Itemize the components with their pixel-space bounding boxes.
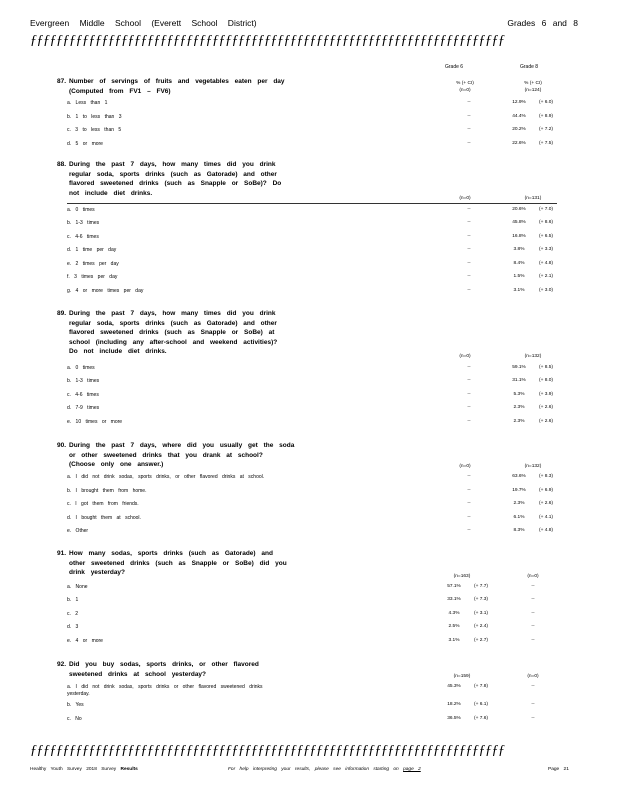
value-g8: 20.6% <box>512 207 526 212</box>
n-grade6: (n=0) <box>459 196 471 201</box>
option-label: a. 0 times <box>67 207 95 213</box>
option-label: c. 4-6 times <box>67 392 99 398</box>
option-label: a. I did not drink sodas, sports drinks or other flavored sweetened drinks <box>67 684 263 690</box>
ci-g8: (+ 8.6) <box>539 220 553 225</box>
value-g6: -- <box>467 234 471 239</box>
question-87 <box>57 77 337 96</box>
option-label: d. 3 <box>67 624 79 630</box>
value-g6: 36.5% <box>447 716 461 721</box>
ci-g8: (+ 8.0) <box>539 378 553 383</box>
ci-g8: (+ 2.6) <box>539 501 553 506</box>
option-label: c. 3 to less than 5 <box>67 127 122 133</box>
ci-g8: (+ 6.0) <box>539 100 553 105</box>
grades-label: Grades 6 and 8 <box>507 18 578 28</box>
question-text: During the past 7 days, how many times did you drink regular soda, sports drinks (such as Gatorade) and other flavored sweetened drinks (such as Snapple or SoBe) at school (including any after-school and weekend activities)? Do not include diet drinks. <box>69 310 278 355</box>
divider-line <box>67 203 557 204</box>
question-number: 87. <box>57 78 67 85</box>
value-g8: 20.2% <box>512 127 526 132</box>
question-text: Did you buy sodas, sports drinks, or other flavored sweetened drinks at school yesterday? <box>69 661 259 678</box>
value-g8: -- <box>531 716 535 721</box>
n-grade8: (n=0) <box>527 574 539 579</box>
question-89 <box>57 309 337 357</box>
option-label: b. 1-3 times <box>67 378 100 384</box>
footer-survey <box>30 767 138 772</box>
ci-g8: (+ 3.0) <box>539 288 553 293</box>
ci-g8: (+ 8.9) <box>539 114 553 119</box>
value-g8: 16.8% <box>512 234 526 239</box>
question-number: 91. <box>57 550 67 557</box>
n-grade6: (n=159) <box>453 674 471 679</box>
question-number: 90. <box>57 442 67 449</box>
value-g6: -- <box>467 261 471 266</box>
ci-g6: (+ 3.1) <box>474 611 488 616</box>
value-g8: 2.3% <box>513 419 525 424</box>
option-label: e. 4 or more <box>67 638 103 644</box>
n-grade8: (n=124) <box>524 88 542 93</box>
n-grade8: (n=0) <box>527 674 539 679</box>
page-number: Page 21 <box>548 767 569 772</box>
ci-g8: (+ 4.8) <box>539 261 553 266</box>
ci-g6: (+ 7.3) <box>474 597 488 602</box>
page-2-link[interactable]: page 2 <box>403 767 421 772</box>
value-g8: 45.8% <box>512 220 526 225</box>
option-label: d. 7-9 times <box>67 405 100 411</box>
footer-help <box>228 767 421 772</box>
value-g8: 3.1% <box>513 288 525 293</box>
value-g6: -- <box>467 207 471 212</box>
value-g8: 3.8% <box>513 247 525 252</box>
option-label: d. I bought them at school. <box>67 515 141 521</box>
value-g8: 22.6% <box>512 141 526 146</box>
option-label: e. Other <box>67 528 89 534</box>
value-g8: 2.3% <box>513 501 525 506</box>
footer-help-text: For help interpreting your results, please see information starting on <box>228 767 399 772</box>
option-label: b. Yes <box>67 702 84 708</box>
option-label: d. 1 time per day <box>67 247 117 253</box>
ci-g6: (+ 2.4) <box>474 624 488 629</box>
option-label: a. I did not drink sodas, sports drinks, or other flavored drinks at school. <box>67 474 265 480</box>
value-g8: 8.3% <box>513 528 525 533</box>
ci-g8: (+ 4.1) <box>539 515 553 520</box>
ci-g6: (+ 7.6) <box>474 716 488 721</box>
value-g8: -- <box>531 611 535 616</box>
value-g6: -- <box>467 365 471 370</box>
footer-results: Results <box>120 767 138 772</box>
value-g8: 1.5% <box>513 274 525 279</box>
question-text: Number of servings of fruits and vegetables eaten per day (Computed from FV1 – FV6) <box>69 78 285 95</box>
value-g8: 44.4% <box>512 114 526 119</box>
value-g8: -- <box>531 684 535 689</box>
value-g6: 18.2% <box>447 702 461 707</box>
n-grade6: (n=0) <box>459 88 471 93</box>
value-g6: -- <box>467 405 471 410</box>
option-label: d. 5 or more <box>67 141 103 147</box>
ci-g8: (+ 4.8) <box>539 528 553 533</box>
value-g6: -- <box>467 528 471 533</box>
value-g6: -- <box>467 114 471 119</box>
option-label: b. 1-3 times <box>67 220 100 226</box>
value-g6: 3.1% <box>448 638 460 643</box>
value-g6: 57.1% <box>447 584 461 589</box>
option-label: c. 2 <box>67 611 79 617</box>
value-g6: -- <box>467 488 471 493</box>
value-g6: -- <box>467 378 471 383</box>
question-92 <box>57 660 337 679</box>
option-label: a. 0 times <box>67 365 95 371</box>
n-grade8: (n=132) <box>524 464 542 469</box>
value-g8: 8.4% <box>513 261 525 266</box>
value-g8: 2.3% <box>513 405 525 410</box>
ci-g8: (+ 3.9) <box>539 392 553 397</box>
option-label: c. No <box>67 716 82 722</box>
option-label: e. 2 times per day <box>67 261 119 267</box>
ci-g6: (+ 7.8) <box>474 684 488 689</box>
ci-g8: (+ 2.1) <box>539 274 553 279</box>
value-g6: 2.5% <box>448 624 460 629</box>
grade6-column-header: Grade 6 <box>445 64 464 70</box>
value-g6: -- <box>467 501 471 506</box>
option-label: f. 3 times per day <box>67 274 118 280</box>
option-label: b. 1 <box>67 597 79 603</box>
option-label: b. I brought them from home. <box>67 488 147 494</box>
value-g6: -- <box>467 127 471 132</box>
question-text: How many sodas, sports drinks (such as Gatorade) and other sweetened drinks (such as Snapple or SoBe) did you drink yesterday? <box>69 550 287 576</box>
value-g8: 12.9% <box>512 100 526 105</box>
question-text: During the past 7 days, how many times did you drink regular soda, sports drinks (such as Gatorade) and other flavored sweetened drinks (such as Snapple or SoBe)? Do not include diet drinks. <box>69 161 282 197</box>
footer-survey-title: Healthy Youth Survey 2018 Survey <box>30 767 117 772</box>
question-number: 89. <box>57 310 67 317</box>
question-90 <box>57 441 337 470</box>
value-g6: -- <box>467 515 471 520</box>
option-label: e. 10 times or more <box>67 419 123 425</box>
n-grade8: (n=132) <box>524 354 542 359</box>
n-grade6: (n=163) <box>453 574 471 579</box>
value-g6: 45.3% <box>447 684 461 689</box>
value-g8: -- <box>531 597 535 602</box>
grade8-column-header: Grade 8 <box>520 64 539 70</box>
school-name: Evergreen Middle School (Everett School District) <box>30 18 257 28</box>
option-label: a. Less than 1 <box>67 100 108 106</box>
n-grade6: (n=0) <box>459 464 471 469</box>
option-label: a. None <box>67 584 88 590</box>
ci-g8: (+ 2.6) <box>539 405 553 410</box>
value-g6: -- <box>467 220 471 225</box>
question-number: 92. <box>57 661 67 668</box>
value-g8: 63.6% <box>512 474 526 479</box>
value-g6: -- <box>467 141 471 146</box>
option-label: b. 1 to less than 3 <box>67 114 122 120</box>
ci-g8: (+ 8.3) <box>539 474 553 479</box>
option-label: c. 4-6 times <box>67 234 99 240</box>
value-g8: 6.1% <box>513 515 525 520</box>
question-number: 88. <box>57 161 67 168</box>
value-g6: -- <box>467 392 471 397</box>
n-grade6: (n=0) <box>459 354 471 359</box>
ci-header-g6: % (+ CI) <box>456 81 474 86</box>
value-g8: 59.1% <box>512 365 526 370</box>
question-88 <box>57 160 337 198</box>
ci-g8: (+ 7.2) <box>539 127 553 132</box>
ci-g6: (+ 6.1) <box>474 702 488 707</box>
value-g6: -- <box>467 474 471 479</box>
ci-g6: (+ 7.7) <box>474 584 488 589</box>
ci-g8: (+ 2.6) <box>539 419 553 424</box>
value-g6: 33.1% <box>447 597 461 602</box>
value-g6: 4.3% <box>448 611 460 616</box>
ci-g6: (+ 2.7) <box>474 638 488 643</box>
ci-g8: (+ 6.5) <box>539 234 553 239</box>
decorative-rule-bottom: ƒƒƒƒƒƒƒƒƒƒƒƒƒƒƒƒƒƒƒƒƒƒƒƒƒƒƒƒƒƒƒƒƒƒƒƒƒƒƒƒƒƒƒƒƒƒƒƒƒƒƒƒƒƒƒƒƒƒƒƒƒƒƒƒƒƒƒƒƒƒƒƒƒ <box>30 743 505 758</box>
ci-header-g8: % (+ CI) <box>524 81 542 86</box>
ci-g8: (+ 7.5) <box>539 141 553 146</box>
question-91 <box>57 549 337 578</box>
option-label: g. 4 or more times per day <box>67 288 144 294</box>
value-g8: -- <box>531 584 535 589</box>
value-g8: 5.3% <box>513 392 525 397</box>
option-label-continued: yesterday. <box>67 691 90 697</box>
value-g6: -- <box>467 419 471 424</box>
value-g8: -- <box>531 624 535 629</box>
ci-g8: (+ 8.5) <box>539 365 553 370</box>
ci-g8: (+ 6.9) <box>539 488 553 493</box>
question-text: During the past 7 days, where did you usually get the soda or other sweetened drinks that you drank at school? (Choose only one answer.) <box>69 442 295 468</box>
ci-g8: (+ 7.0) <box>539 207 553 212</box>
n-grade8: (n=131) <box>524 196 542 201</box>
option-label: c. I got them from friends. <box>67 501 139 507</box>
value-g6: -- <box>467 247 471 252</box>
value-g6: -- <box>467 274 471 279</box>
value-g8: 31.1% <box>512 378 526 383</box>
value-g6: -- <box>467 288 471 293</box>
value-g6: -- <box>467 100 471 105</box>
value-g8: -- <box>531 702 535 707</box>
ci-g8: (+ 3.3) <box>539 247 553 252</box>
decorative-rule-top: ƒƒƒƒƒƒƒƒƒƒƒƒƒƒƒƒƒƒƒƒƒƒƒƒƒƒƒƒƒƒƒƒƒƒƒƒƒƒƒƒƒƒƒƒƒƒƒƒƒƒƒƒƒƒƒƒƒƒƒƒƒƒƒƒƒƒƒƒƒƒƒƒƒ <box>30 33 505 48</box>
value-g8: -- <box>531 638 535 643</box>
value-g8: 19.7% <box>512 488 526 493</box>
